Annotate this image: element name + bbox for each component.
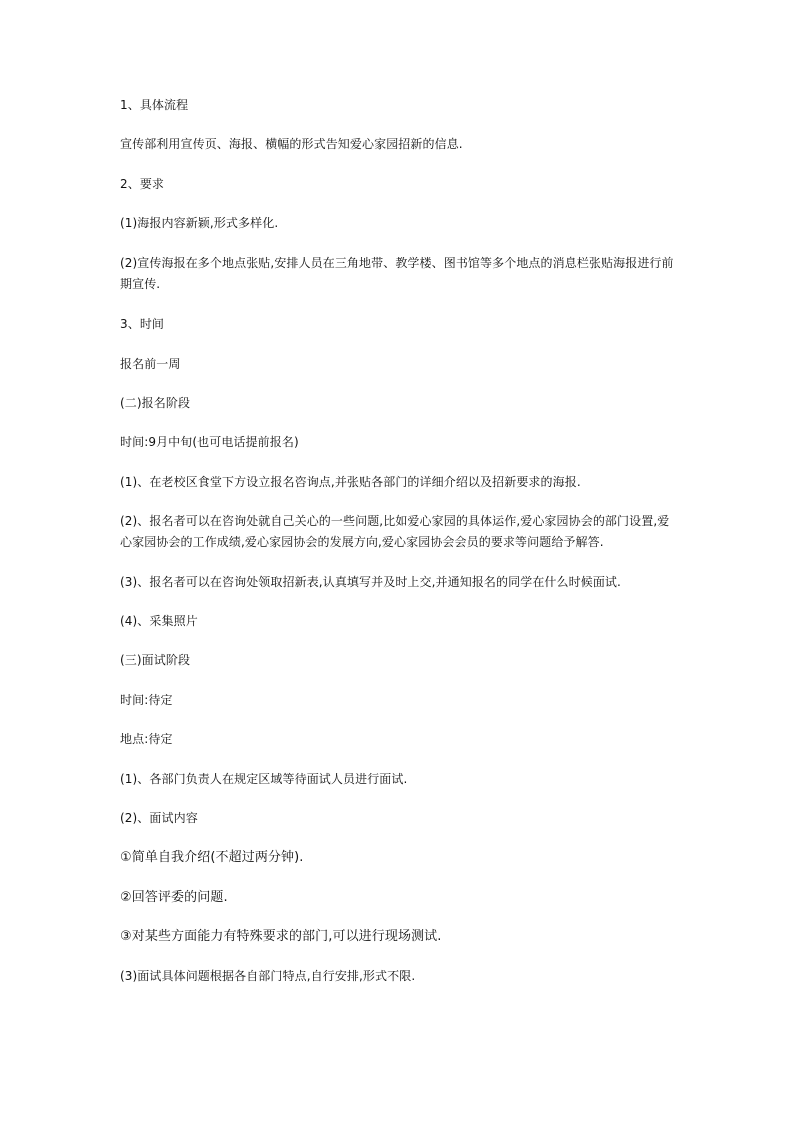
heading-interview-stage: (三)面试阶段 — [120, 653, 191, 667]
paragraph-publicity: 宣传部利用宣传页、海报、横幅的形式告知爱心家园招新的信息. — [120, 137, 463, 151]
paragraph-interview-time: 时间:待定 — [120, 693, 173, 707]
paragraph-photos: (4)、采集照片 — [120, 614, 198, 628]
heading-process: 1、具体流程 — [120, 98, 189, 112]
heading-registration-stage: (二)报名阶段 — [120, 396, 191, 410]
heading-interview-content: (2)、面试内容 — [120, 811, 198, 825]
paragraph-poster-content: (1)海报内容新颖,形式多样化. — [120, 216, 279, 230]
paragraph-registration-point: (1)、在老校区食堂下方设立报名咨询点,并张贴各部门的详细介绍以及招新要求的海报. — [120, 475, 581, 489]
list-item-questions: ②回答评委的问题. — [120, 890, 228, 905]
list-item-onsite-test: ③对某些方面能力有特殊要求的部门,可以进行现场测试. — [120, 929, 442, 944]
paragraph-interview-location: 地点:待定 — [120, 732, 173, 746]
list-item-self-intro: ①简单自我介绍(不超过两分钟). — [120, 850, 304, 865]
paragraph-poster-locations: (2)宣传海报在多个地点张贴,安排人员在三角地带、教学楼、图书馆等多个地点的消息栏张贴海报进行前期宣传. — [120, 256, 674, 291]
paragraph-registration-time: 时间:9月中旬(也可电话提前报名) — [120, 435, 299, 449]
paragraph-interviewers: (1)、各部门负责人在规定区域等待面试人员进行面试. — [120, 772, 408, 786]
paragraph-consultation: (2)、报名者可以在咨询处就自己关心的一些问题,比如爱心家园的具体运作,爱心家园协会的部门设置,爱心家园协会的工作成绩,爱心家园协会的发展方向,爱心家园协会会员的要求等问题给予解答. — [120, 514, 670, 549]
paragraph-week-before: 报名前一周 — [120, 357, 181, 371]
paragraph-interview-questions: (3)面试具体问题根据各自部门特点,自行安排,形式不限. — [120, 969, 416, 983]
heading-time: 3、时间 — [120, 317, 165, 331]
paragraph-application-form: (3)、报名者可以在咨询处领取招新表,认真填写并及时上交,并通知报名的同学在什么时候面试. — [120, 575, 621, 589]
heading-requirements: 2、要求 — [120, 177, 165, 191]
